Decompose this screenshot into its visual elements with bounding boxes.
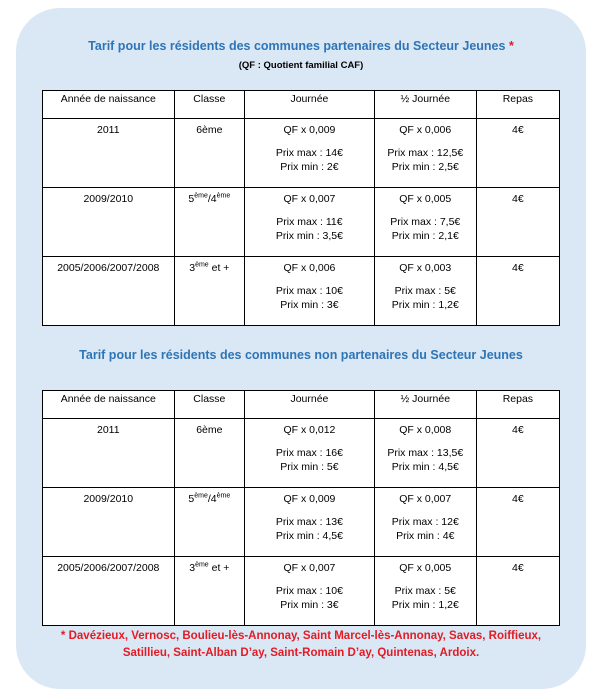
cell-journee: [245, 557, 375, 626]
journee-prix-max: Prix max : 16€: [275, 447, 343, 459]
header-demi-journee: ½ Journée: [374, 391, 476, 419]
classe-sup: ème: [216, 492, 231, 500]
footnote-line1: * Davézieux, Vernosc, Boulieu-lès-Annonay, Saint Marcel-lès-Annonay, Savas, Roiffieux,: [60, 630, 542, 642]
table-row: [43, 188, 560, 257]
cell-journee: [245, 188, 375, 257]
cell-annee: 2011: [43, 419, 175, 488]
demi-journee-prix-min: Prix min : 2,5€: [391, 161, 459, 173]
cell-annee: 2009/2010: [43, 188, 175, 257]
cell-demi-journee: [374, 557, 476, 626]
header-journee: Journée: [245, 91, 375, 119]
header-row: [43, 391, 560, 419]
journee-qf: QF x 0,012: [283, 424, 336, 436]
header-row: [43, 91, 560, 119]
journee-prix-min: Prix min : 5€: [280, 461, 339, 473]
section2-title: [0, 348, 602, 362]
classe-suffix: et +: [208, 562, 230, 574]
table-row: [43, 119, 560, 188]
classe-sup: ème: [194, 492, 208, 500]
journee-prix-min: Prix min : 3,5€: [275, 230, 343, 242]
header-repas: Repas: [476, 391, 559, 419]
demi-journee-qf: QF x 0,006: [399, 124, 452, 136]
header-repas: Repas: [476, 91, 559, 119]
cell-repas: 4€: [476, 257, 559, 326]
classe-base: 3: [189, 562, 196, 574]
demi-journee-prix-max: Prix max : 12€: [391, 516, 459, 528]
demi-journee-qf: QF x 0,008: [399, 424, 452, 436]
journee-prix-min: Prix min : 3€: [280, 299, 339, 311]
header-demi-journee: ½ Journée: [374, 91, 476, 119]
demi-journee-qf: QF x 0,003: [399, 262, 452, 274]
cell-repas: 4€: [476, 557, 559, 626]
classe-base: 3: [189, 262, 196, 274]
header-classe: Classe: [174, 391, 245, 419]
classe-sup: ème: [216, 192, 231, 200]
journee-prix-min: Prix min : 2€: [280, 161, 339, 173]
section1-title-text: Tarif pour les résidents des communes partenaires du Secteur Jeunes: [88, 39, 506, 53]
footnote: [30, 628, 572, 662]
cell-demi-journee: [374, 419, 476, 488]
cell-annee: 2009/2010: [43, 488, 175, 557]
journee-qf: QF x 0,007: [283, 193, 336, 205]
classe-sep: /4: [207, 193, 217, 205]
demi-journee-prix-min: Prix min : 1,2€: [391, 599, 459, 611]
journee-qf: QF x 0,007: [283, 562, 336, 574]
classe-base: 6ème: [196, 124, 223, 136]
classe-base: 5: [188, 493, 195, 505]
journee-qf: QF x 0,006: [283, 262, 336, 274]
cell-demi-journee: [374, 257, 476, 326]
demi-journee-qf: QF x 0,005: [399, 193, 452, 205]
demi-journee-prix-max: Prix max : 12,5€: [387, 147, 464, 159]
cell-demi-journee: [374, 488, 476, 557]
tarif-table-body: [43, 391, 560, 626]
classe-suffix: et +: [208, 262, 230, 274]
cell-classe: [174, 557, 245, 626]
header-classe: Classe: [174, 91, 245, 119]
classe-sup: ème: [195, 561, 209, 569]
tarif-table-partenaires: [42, 90, 560, 326]
cell-annee: 2005/2006/2007/2008: [43, 557, 175, 626]
cell-demi-journee: [374, 119, 476, 188]
journee-prix-min: Prix min : 4,5€: [275, 530, 343, 542]
cell-journee: [245, 119, 375, 188]
classe-sup: ème: [195, 261, 209, 269]
cell-classe: [174, 188, 245, 257]
cell-repas: 4€: [476, 488, 559, 557]
demi-journee-prix-max: Prix max : 5€: [394, 285, 456, 297]
section1-title: [0, 39, 602, 53]
cell-annee: 2005/2006/2007/2008: [43, 257, 175, 326]
journee-prix-max: Prix max : 10€: [275, 585, 343, 597]
section1-subtitle: (QF : Quotient familial CAF): [238, 60, 364, 71]
cell-classe: [174, 257, 245, 326]
table-row: [43, 557, 560, 626]
footnote-line2: Satillieu, Saint-Alban D’ay, Saint-Romain D’ay, Quintenas, Ardoix.: [122, 647, 480, 659]
demi-journee-prix-max: Prix max : 7,5€: [390, 216, 461, 228]
journee-qf: QF x 0,009: [283, 124, 336, 136]
cell-journee: [245, 488, 375, 557]
cell-repas: 4€: [476, 119, 559, 188]
table-row: [43, 257, 560, 326]
tarif-table-non-partenaires: [42, 390, 560, 626]
header-annee: Année de naissance: [43, 91, 175, 119]
header-annee: Année de naissance: [43, 391, 175, 419]
journee-prix-max: Prix max : 13€: [275, 516, 343, 528]
journee-qf: QF x 0,009: [283, 493, 336, 505]
header-journee: Journée: [245, 391, 375, 419]
section2-title-text: Tarif pour les résidents des communes non partenaires du Secteur Jeunes: [79, 348, 523, 362]
table-row: [43, 488, 560, 557]
classe-sep: /4: [207, 493, 217, 505]
journee-prix-min: Prix min : 3€: [280, 599, 339, 611]
journee-prix-max: Prix max : 10€: [275, 285, 343, 297]
cell-demi-journee: [374, 188, 476, 257]
cell-repas: 4€: [476, 419, 559, 488]
cell-repas: 4€: [476, 188, 559, 257]
table-row: [43, 419, 560, 488]
cell-journee: [245, 257, 375, 326]
demi-journee-qf: QF x 0,007: [399, 493, 452, 505]
demi-journee-prix-min: Prix min : 1,2€: [391, 299, 459, 311]
demi-journee-qf: QF x 0,005: [399, 562, 452, 574]
cell-classe: [174, 488, 245, 557]
cell-annee: 2011: [43, 119, 175, 188]
classe-sup: ème: [194, 192, 208, 200]
cell-classe: [174, 419, 245, 488]
journee-prix-max: Prix max : 11€: [276, 216, 343, 228]
demi-journee-prix-min: Prix min : 4€: [396, 530, 455, 542]
tarif-table-body: [43, 91, 560, 326]
demi-journee-prix-min: Prix min : 2,1€: [391, 230, 459, 242]
cell-classe: [174, 119, 245, 188]
cell-journee: [245, 419, 375, 488]
demi-journee-prix-min: Prix min : 4,5€: [391, 461, 459, 473]
journee-prix-max: Prix max : 14€: [275, 147, 343, 159]
classe-base: 6ème: [196, 424, 223, 436]
demi-journee-prix-max: Prix max : 13,5€: [387, 447, 464, 459]
demi-journee-prix-max: Prix max : 5€: [394, 585, 456, 597]
classe-base: 5: [188, 193, 195, 205]
section1-title-star: *: [508, 39, 514, 53]
